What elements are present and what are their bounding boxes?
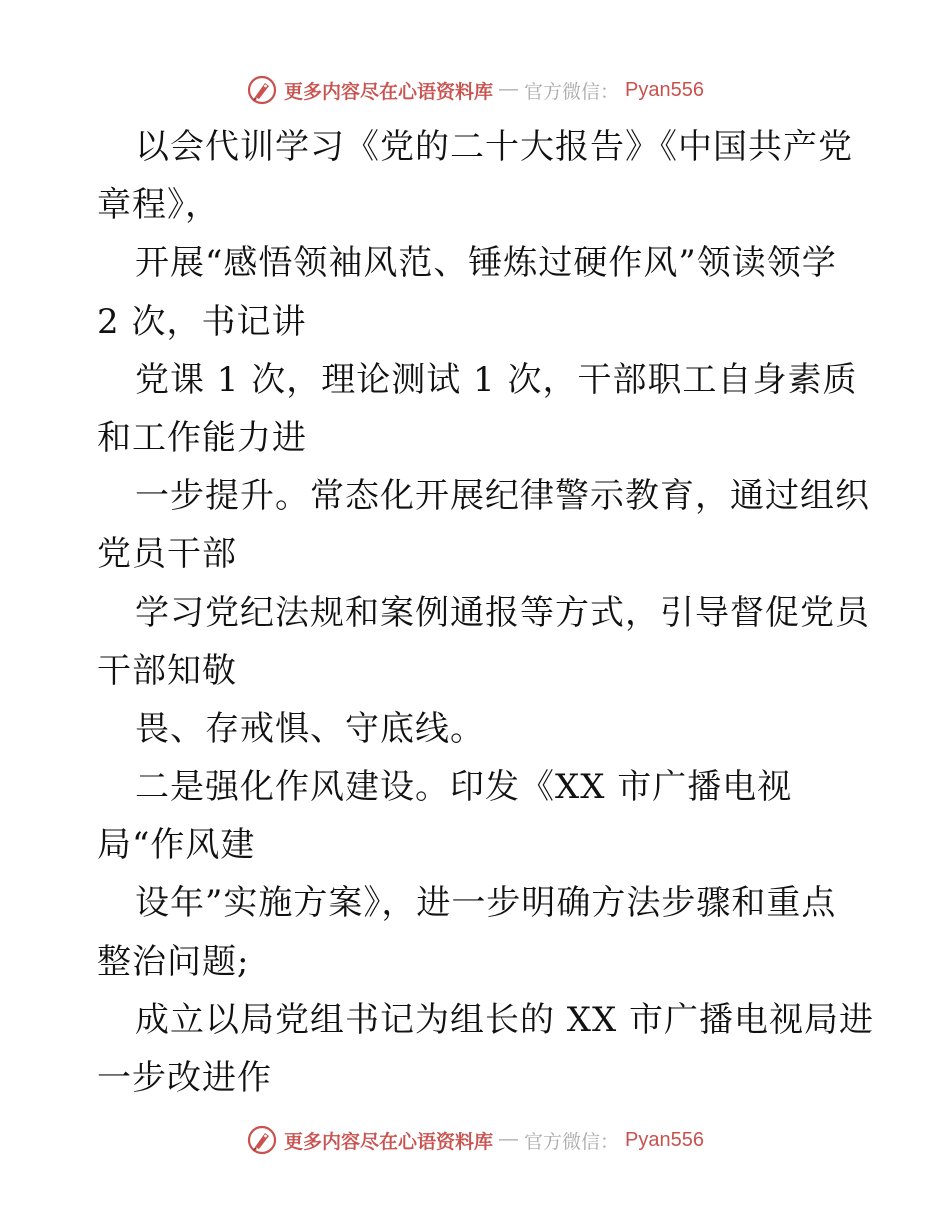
banner-wechat-id: Pyan556 (625, 78, 704, 101)
body-line: 学习党纪法规和案例通报等方式，引导督促党员 (135, 592, 870, 633)
body-line: 章程》， (97, 185, 220, 226)
footer-banner (0, 1122, 950, 1158)
banner-dash: — (499, 1129, 519, 1150)
body-line: 设年”实施方案》，进一步明确方法步骤和重点 (135, 883, 837, 924)
banner-wechat-id: Pyan556 (625, 1128, 704, 1151)
body-line: 二是强化作风建设。印发《XX 市广播电视 (135, 767, 793, 808)
body-line: 开展“感悟领袖风范、锤炼过硬作风”领读领学 (135, 243, 837, 284)
body-line: 干部知敬 (97, 650, 237, 691)
pen-nib-logo-icon (246, 74, 278, 106)
banner-site-text: 更多内容尽在心语资料库 (284, 1130, 494, 1153)
body-line: 畏、存戒惧、守底线。 (135, 708, 485, 749)
document-body (97, 118, 875, 1107)
banner-dash: — (499, 79, 519, 100)
body-line: 整治问题; (97, 941, 250, 982)
body-line: 党课 1 次，理论测试 1 次，干部职工自身素质 (135, 359, 858, 400)
body-line: 和工作能力进 (97, 417, 307, 458)
body-line: 成立以局党组书记为组长的 XX 市广播电视局进 (135, 999, 875, 1040)
banner-wechat-label: 官方微信： (524, 80, 620, 103)
body-line: 局“作风建 (97, 825, 256, 866)
pen-nib-logo-icon (246, 1124, 278, 1156)
banner-site-text: 更多内容尽在心语资料库 (284, 80, 494, 103)
body-line: 以会代训学习《党的二十大报告》《中国共产党 (135, 127, 853, 167)
body-line: 一步改进作 (97, 1058, 272, 1098)
body-line: 党员干部 (97, 534, 237, 575)
banner-wechat-label: 官方微信： (524, 1130, 620, 1153)
body-line: 一步提升。常态化开展纪律警示教育，通过组织 (135, 476, 870, 517)
body-line: 2 次，书记讲 (97, 301, 307, 342)
header-banner (0, 72, 950, 108)
